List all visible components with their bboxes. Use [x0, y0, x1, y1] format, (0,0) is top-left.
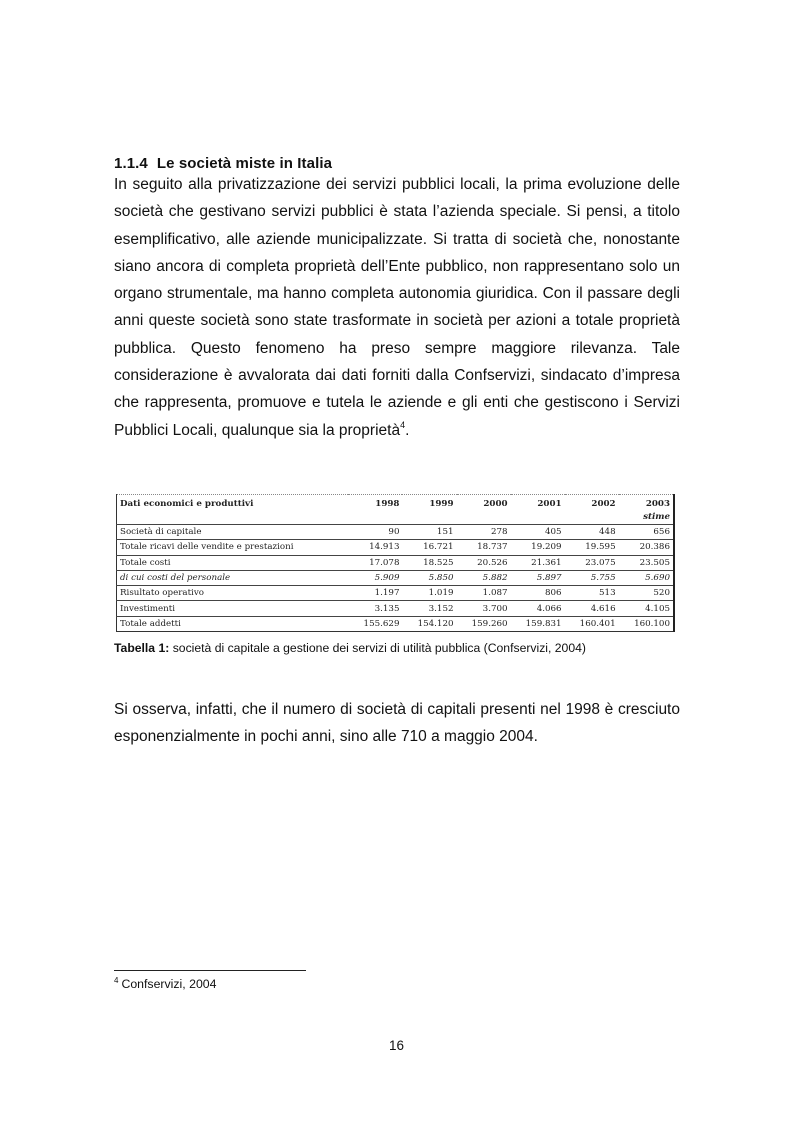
table-cell: 1.197 — [348, 586, 402, 601]
row-label: Totale addetti — [117, 616, 349, 631]
table-cell: 19.595 — [565, 540, 619, 555]
row-label: Società di capitale — [117, 525, 349, 540]
table-cell: 159.260 — [457, 616, 511, 631]
table-cell: 20.526 — [457, 555, 511, 570]
table-row — [117, 540, 675, 555]
table-row — [117, 601, 675, 616]
table-cell: 160.401 — [565, 616, 619, 631]
table-cell: 5.882 — [457, 570, 511, 585]
table-cell: 3.135 — [348, 601, 402, 616]
table-cell: 513 — [565, 586, 619, 601]
table-cell: 23.075 — [565, 555, 619, 570]
table-row — [117, 616, 675, 631]
table-cell: 154.120 — [402, 616, 456, 631]
table-subheader-row — [117, 509, 675, 525]
row-label: Risultato operativo — [117, 586, 349, 601]
table-cell: 656 — [619, 525, 674, 540]
paragraph-1-text: In seguito alla privatizzazione dei servizi pubblici locali, la prima evoluzione delle società che gestivano servizi pubblici è stata l’azienda speciale. Si pensi, a titolo esemplificativo, alle aziende municipalizzate. Si tratta di società che, nonostante siano ancora di completa proprietà dell’Ente pubblico, non rappresentano solo un organo strumentale, ma hanno completa autonomia giuridica. Con il passare degli anni queste società sono state trasformate in società per azioni a totale proprietà pubblica. Questo fenomeno ha preso sempre maggiore rilevanza. Tale considerazione è avvalorata dai dati forniti dalla Confservizi, sindacato d’impresa che rappresenta, promuove e tutela le aziende e gli enti che gestiscono i Servizi Pubblici Locali, qualunque sia la proprietà — [114, 176, 680, 439]
table-cell: 14.913 — [348, 540, 402, 555]
caption-label: Tabella 1: — [114, 641, 170, 655]
table-cell: 278 — [457, 525, 511, 540]
table-cell: 806 — [511, 586, 565, 601]
table-cell: 3.152 — [402, 601, 456, 616]
row-label: Totale costi — [117, 555, 349, 570]
table-cell: 520 — [619, 586, 674, 601]
year-header: 1998 — [348, 495, 402, 510]
table-cell: 5.909 — [348, 570, 402, 585]
table-cell: 23.505 — [619, 555, 674, 570]
table-row — [117, 555, 675, 570]
table-row — [117, 525, 675, 540]
estimate-note: stime — [643, 511, 670, 522]
row-label: Totale ricavi delle vendite e prestazioni — [117, 540, 349, 555]
table-cell: 4.066 — [511, 601, 565, 616]
footnote-number: 4 — [114, 976, 119, 985]
footnote-reference[interactable]: 4 — [400, 419, 406, 430]
table-cell: 448 — [565, 525, 619, 540]
footnote — [114, 977, 216, 991]
table-cell: 21.361 — [511, 555, 565, 570]
year-header: 2003 — [619, 495, 674, 510]
footnote-divider — [114, 970, 306, 971]
table-cell: 90 — [348, 525, 402, 540]
table-cell: 1.019 — [402, 586, 456, 601]
year-header: 2000 — [457, 495, 511, 510]
table-cell: 20.386 — [619, 540, 674, 555]
table-cell: 18.737 — [457, 540, 511, 555]
table-cell: 5.897 — [511, 570, 565, 585]
table-cell: 5.690 — [619, 570, 674, 585]
section-number: 1.1.4 — [114, 155, 148, 172]
year-header: 1999 — [402, 495, 456, 510]
table-cell: 1.087 — [457, 586, 511, 601]
table-cell: 159.831 — [511, 616, 565, 631]
table-cell: 5.755 — [565, 570, 619, 585]
body-paragraph-1 — [114, 170, 680, 444]
table-cell: 19.209 — [511, 540, 565, 555]
row-label: Investimenti — [117, 601, 349, 616]
year-header: 2001 — [511, 495, 565, 510]
table-cell: 16.721 — [402, 540, 456, 555]
body-paragraph-2: Si osserva, infatti, che il numero di società di capitali presenti nel 1998 è cresciuto esponenzialmente in pochi anni, sino alle 710 a maggio 2004. — [114, 701, 680, 746]
table-cell: 18.525 — [402, 555, 456, 570]
table-cell: 405 — [511, 525, 565, 540]
section-title: Le società miste in Italia — [156, 155, 333, 172]
table-cell: 160.100 — [619, 616, 674, 631]
table-header-label: Dati economici e produttivi — [117, 495, 349, 510]
footnote-text: Confservizi, 2004 — [121, 977, 217, 991]
table-header-row — [117, 495, 675, 510]
table-cell: 3.700 — [457, 601, 511, 616]
caption-text: società di capitale a gestione dei servizi di utilità pubblica (Confservizi, 2004) — [169, 641, 586, 655]
economic-data-table — [116, 494, 675, 632]
table-cell: 151 — [402, 525, 456, 540]
table-caption — [114, 641, 586, 655]
paragraph-1-end: . — [405, 421, 410, 439]
table-cell: 4.616 — [565, 601, 619, 616]
page-number: 16 — [388, 1038, 405, 1053]
table-row — [117, 586, 675, 601]
table-row — [117, 570, 675, 585]
row-label: di cui costi del personale — [117, 570, 349, 585]
table-cell: 155.629 — [348, 616, 402, 631]
year-header: 2002 — [565, 495, 619, 510]
table-cell: 4.105 — [619, 601, 674, 616]
table-cell: 5.850 — [402, 570, 456, 585]
table-cell: 17.078 — [348, 555, 402, 570]
